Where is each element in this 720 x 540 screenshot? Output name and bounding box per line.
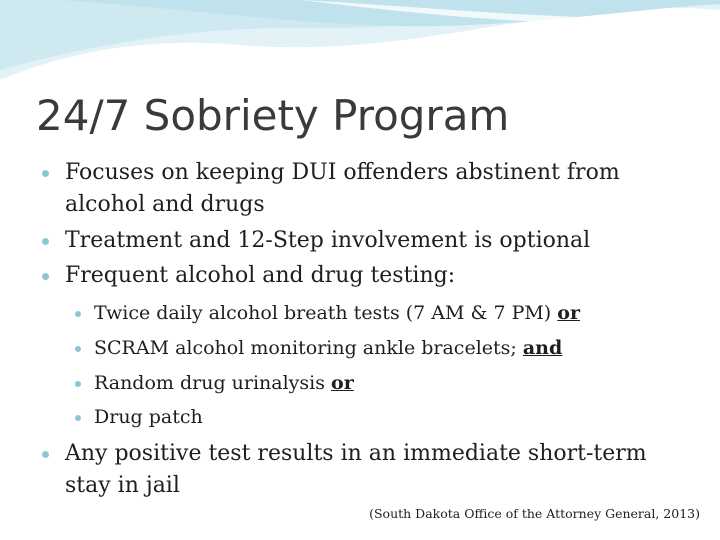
bullet-item [65, 225, 675, 257]
sub-bullet-item [94, 335, 654, 361]
bullet-item [65, 260, 675, 292]
bullet-item [65, 157, 675, 221]
bullet-dot-icon [42, 273, 49, 280]
conjunction-text: or [331, 372, 354, 394]
sub-bullet-dot-icon [75, 415, 81, 421]
sub-bullet-dot-icon [75, 311, 81, 317]
bullet-text: Treatment and 12-Step involvement is optional [65, 228, 591, 253]
citation: (South Dakota Office of the Attorney General, 2013) [369, 506, 700, 521]
sub-bullet-text: SCRAM alcohol monitoring ankle bracelets; [94, 337, 523, 359]
bullet-dot-icon [42, 238, 49, 245]
sub-bullet-item [94, 370, 654, 396]
conjunction-text: or [557, 302, 580, 324]
bullet-text: Any positive test results in an immediate short-term stay in jail [65, 441, 647, 498]
bullet-item [65, 438, 675, 502]
bullet-dot-icon [42, 451, 49, 458]
sub-bullet-dot-icon [75, 381, 81, 387]
bullet-dot-icon [42, 170, 49, 177]
sub-bullet-item [94, 404, 654, 430]
bullet-text: Frequent alcohol and drug testing: [65, 263, 456, 288]
sub-bullet-item [94, 300, 654, 326]
sub-bullet-text: Random drug urinalysis [94, 372, 332, 394]
conjunction-text: and [522, 337, 563, 359]
slide-title: 24/7 Sobriety Program [36, 91, 510, 140]
sub-bullet-text: Twice daily alcohol breath tests (7 AM & 7 PM) [94, 302, 558, 324]
sub-bullet-dot-icon [75, 346, 81, 352]
sub-bullet-text: Drug patch [94, 406, 203, 428]
bullet-text: Focuses on keeping DUI offenders abstinent from alcohol and drugs [65, 160, 620, 217]
